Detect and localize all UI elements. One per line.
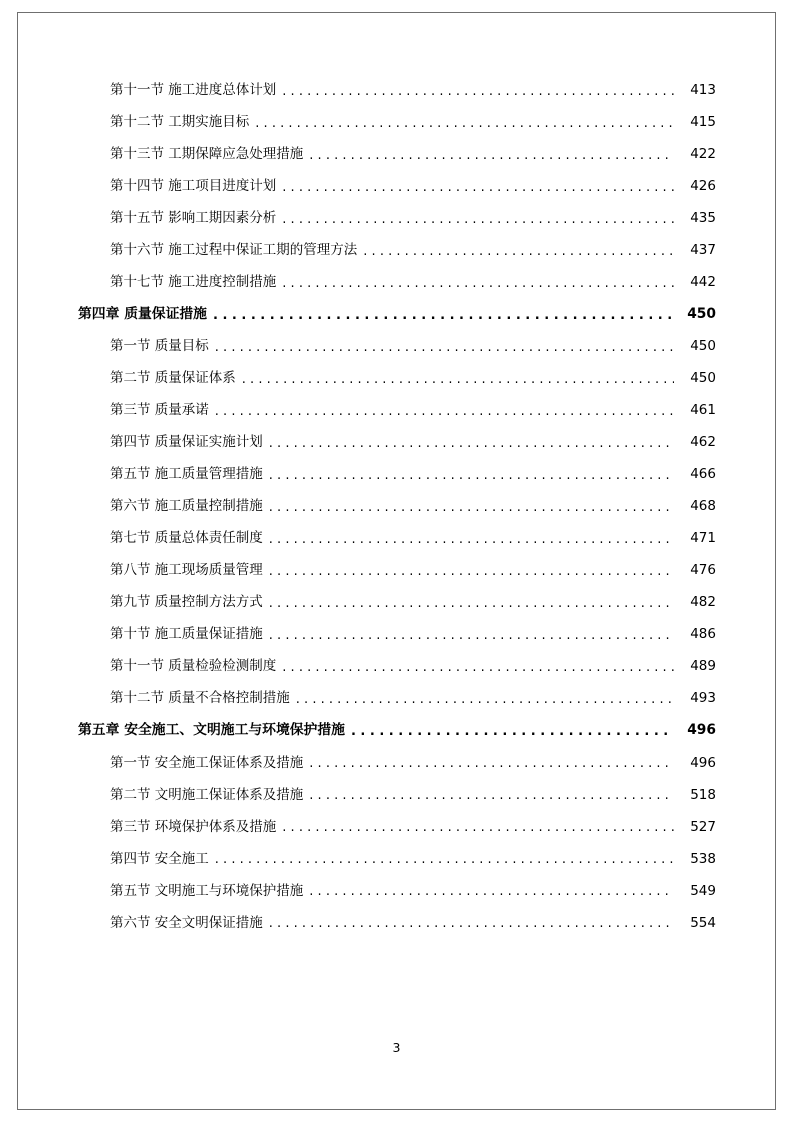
- toc-section-row[interactable]: [78, 564, 716, 578]
- toc-entry-page-number: 518: [690, 786, 716, 803]
- toc-leader-dots: [215, 404, 674, 418]
- toc-section-row[interactable]: [78, 914, 716, 931]
- toc-entry-page-number: 468: [690, 498, 716, 515]
- toc-entry-page-number: 466: [690, 466, 716, 483]
- toc-section-row[interactable]: [78, 212, 716, 226]
- toc-leader-dots: [309, 148, 674, 162]
- toc-section-row[interactable]: [78, 468, 716, 482]
- toc-leader-dots: [296, 692, 674, 706]
- toc-leader-dots: [269, 596, 674, 610]
- toc-section-row[interactable]: [78, 754, 716, 771]
- toc-section-row[interactable]: [78, 786, 716, 803]
- toc-entry-page-number: 435: [690, 210, 716, 226]
- toc-leader-dots: [282, 84, 674, 98]
- toc-section-row[interactable]: [78, 596, 716, 610]
- toc-entry-page-number: 527: [690, 818, 716, 835]
- toc-entry-label: 第六节 安全文明保证措施: [110, 914, 263, 931]
- toc-section-row[interactable]: [78, 340, 716, 354]
- toc-entry-label: 第三节 环境保护体系及措施: [110, 818, 277, 835]
- toc-entry-page-number: 471: [690, 530, 716, 547]
- toc-leader-dots: [269, 468, 674, 482]
- toc-entry-label: 第四节 安全施工: [110, 850, 209, 867]
- toc-entry-page-number: 450: [690, 370, 716, 387]
- toc-entry-label: 第九节 质量控制方法方式: [110, 594, 263, 611]
- toc-entry-page-number: 461: [690, 402, 716, 419]
- toc-entry-label: 第五章 安全施工、文明施工与环境保护措施: [78, 722, 345, 739]
- toc-entry-label: 第十节 施工质量保证措施: [110, 626, 263, 643]
- toc-entry-label: 第三节 质量承诺: [110, 402, 209, 419]
- toc-section-row[interactable]: [78, 628, 716, 642]
- toc-entry-label: 第十六节 施工过程中保证工期的管理方法: [110, 242, 358, 258]
- toc-leader-dots: [213, 308, 674, 322]
- toc-entry-page-number: 538: [690, 850, 716, 867]
- toc-section-row[interactable]: [78, 500, 716, 514]
- toc-entry-page-number: 482: [690, 594, 716, 611]
- table-of-contents: [78, 84, 716, 949]
- toc-entry-page-number: 496: [690, 754, 716, 771]
- toc-entry-page-number: 554: [690, 914, 716, 931]
- toc-entry-label: 第十三节 工期保障应急处理措施: [110, 146, 304, 162]
- toc-section-row[interactable]: [78, 180, 716, 194]
- toc-leader-dots: [269, 436, 674, 450]
- toc-entry-label: 第十一节 施工进度总体计划: [110, 82, 277, 98]
- toc-leader-dots: [215, 340, 674, 354]
- toc-entry-page-number: 486: [690, 626, 716, 643]
- toc-entry-page-number: 493: [690, 690, 716, 707]
- toc-leader-dots: [215, 853, 674, 867]
- toc-entry-page-number: 426: [690, 178, 716, 194]
- toc-section-row[interactable]: [78, 276, 716, 290]
- toc-entry-page-number: 549: [690, 882, 716, 899]
- toc-leader-dots: [242, 372, 674, 386]
- toc-entry-page-number: 489: [690, 658, 716, 675]
- toc-section-row[interactable]: [78, 404, 716, 418]
- toc-leader-dots: [363, 244, 674, 258]
- toc-entry-page-number: 496: [687, 722, 716, 739]
- toc-entry-page-number: 450: [687, 306, 716, 322]
- toc-entry-label: 第十一节 质量检验检测制度: [110, 658, 277, 675]
- toc-entry-page-number: 415: [690, 114, 716, 130]
- toc-entry-label: 第十四节 施工项目进度计划: [110, 178, 277, 194]
- toc-entry-label: 第一节 安全施工保证体系及措施: [110, 754, 304, 771]
- toc-entry-label: 第十二节 工期实施目标: [110, 114, 250, 130]
- toc-chapter-row[interactable]: [78, 724, 716, 738]
- toc-leader-dots: [282, 212, 674, 226]
- toc-section-row[interactable]: [78, 372, 716, 386]
- toc-chapter-row[interactable]: [78, 308, 716, 322]
- toc-section-row[interactable]: [78, 532, 716, 546]
- toc-section-row[interactable]: [78, 882, 716, 899]
- toc-leader-dots: [282, 821, 674, 835]
- toc-leader-dots: [282, 660, 674, 674]
- toc-section-row[interactable]: [78, 850, 716, 867]
- toc-entry-page-number: 462: [690, 434, 716, 451]
- toc-entry-label: 第十二节 质量不合格控制措施: [110, 690, 290, 707]
- toc-entry-label: 第五节 施工质量管理措施: [110, 466, 263, 483]
- toc-leader-dots: [269, 917, 674, 931]
- footer-page-number: 3: [392, 1040, 401, 1055]
- toc-entry-label: 第八节 施工现场质量管理: [110, 562, 263, 579]
- toc-section-row[interactable]: [78, 84, 716, 98]
- toc-entry-page-number: 437: [690, 242, 716, 258]
- toc-section-row[interactable]: [78, 660, 716, 674]
- toc-leader-dots: [269, 500, 674, 514]
- toc-leader-dots: [269, 564, 674, 578]
- toc-section-row[interactable]: [78, 244, 716, 258]
- toc-entry-label: 第五节 文明施工与环境保护措施: [110, 882, 304, 899]
- toc-entry-label: 第六节 施工质量控制措施: [110, 498, 263, 515]
- toc-entry-label: 第七节 质量总体责任制度: [110, 530, 263, 547]
- toc-section-row[interactable]: [78, 436, 716, 450]
- toc-section-row[interactable]: [78, 116, 716, 130]
- toc-entry-page-number: 422: [690, 146, 716, 162]
- toc-leader-dots: [309, 757, 674, 771]
- toc-entry-label: 第四节 质量保证实施计划: [110, 434, 263, 451]
- toc-entry-page-number: 442: [690, 274, 716, 290]
- toc-entry-label: 第一节 质量目标: [110, 338, 209, 355]
- toc-entry-label: 第二节 质量保证体系: [110, 370, 236, 387]
- toc-entry-label: 第十五节 影响工期因素分析: [110, 210, 277, 226]
- toc-leader-dots: [309, 789, 674, 803]
- toc-leader-dots: [269, 532, 674, 546]
- toc-entry-label: 第四章 质量保证措施: [78, 306, 207, 322]
- toc-leader-dots: [309, 885, 674, 899]
- toc-leader-dots: [282, 276, 674, 290]
- toc-entry-page-number: 413: [690, 82, 716, 98]
- toc-section-row[interactable]: [78, 818, 716, 835]
- toc-leader-dots: [351, 724, 674, 738]
- toc-leader-dots: [282, 180, 674, 194]
- toc-leader-dots: [255, 116, 674, 130]
- toc-entry-page-number: 476: [690, 562, 716, 579]
- toc-entry-label: 第二节 文明施工保证体系及措施: [110, 786, 304, 803]
- toc-entry-label: 第十七节 施工进度控制措施: [110, 274, 277, 290]
- toc-section-row[interactable]: [78, 692, 716, 706]
- toc-entry-page-number: 450: [690, 338, 716, 355]
- toc-section-row[interactable]: [78, 148, 716, 162]
- toc-leader-dots: [269, 628, 674, 642]
